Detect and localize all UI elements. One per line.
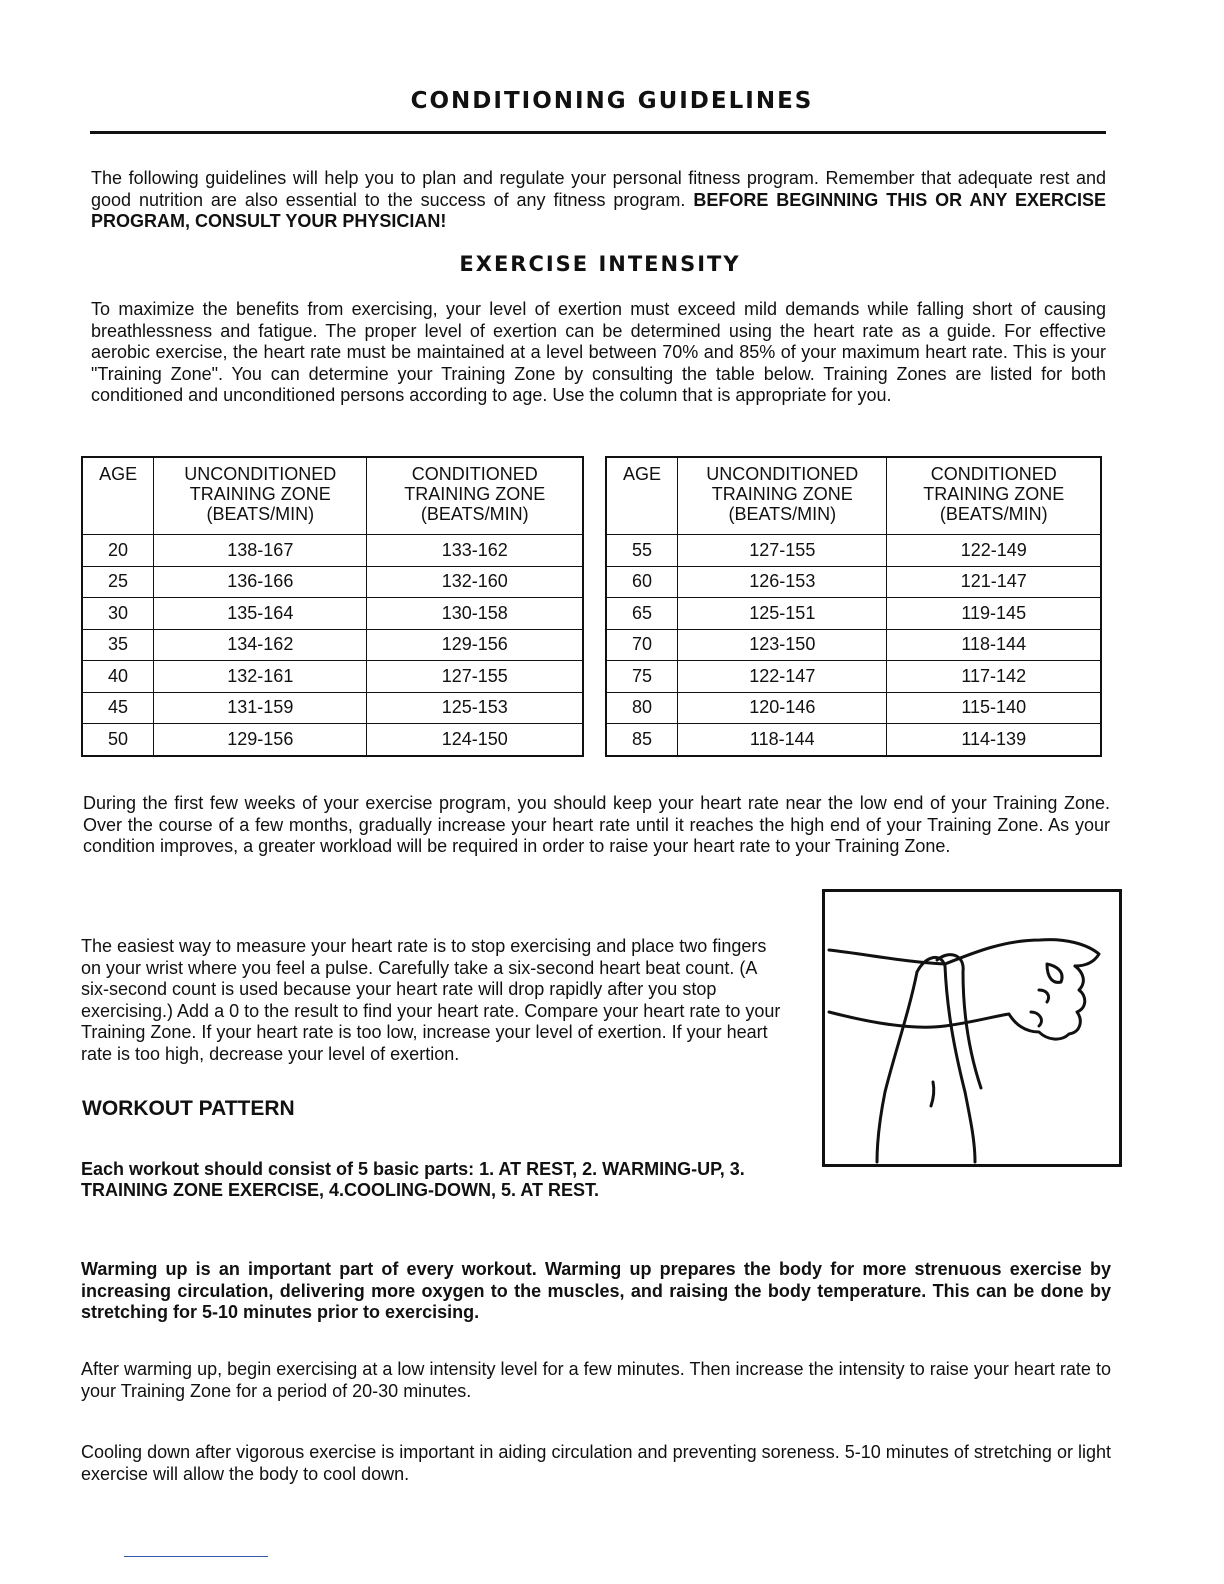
age-cell: 55 [606,535,678,567]
unconditioned-cell: 122-147 [678,661,887,693]
table-row [82,724,583,756]
conditioned-cell: 121-147 [887,566,1101,598]
conditioned-cell: 114-139 [887,724,1101,756]
unconditioned-cell: 126-153 [678,566,887,598]
unconditioned-header: UNCONDITIONED TRAINING ZONE (BEATS/MIN) [154,457,367,535]
intro-paragraph [91,168,1106,233]
table-row [606,566,1101,598]
age-header: AGE [606,457,678,535]
after-warming-paragraph: After warming up, begin exercising at a low intensity level for a few minutes. Then increase the intensity to raise your heart rate to your Training Zone for a period of 20-30 minutes. [81,1359,1111,1401]
age-cell: 60 [606,566,678,598]
hand-pulse-icon [825,892,1119,1164]
title-divider [90,131,1106,134]
age-header: AGE [82,457,154,535]
conditioned-cell: 133-162 [367,535,583,567]
cooling-down-paragraph: Cooling down after vigorous exercise is important in aiding circulation and preventing soreness. 5-10 minutes of stretching or light exercise will allow the body to cool down. [81,1442,1111,1484]
table-header-row [606,457,1101,535]
unconditioned-cell: 120-146 [678,692,887,724]
warming-up-paragraph: Warming up is an important part of every workout. Warming up prepares the body for more strenuous exercise by increasing circulation, delivering more oxygen to the muscles, and raising the body temperature. This can be done by stretching for 5-10 minutes prior to exercising. [81,1259,1111,1322]
unconditioned-cell: 138-167 [154,535,367,567]
conditioned-cell: 119-145 [887,598,1101,630]
conditioned-cell: 124-150 [367,724,583,756]
table-header-row [82,457,583,535]
table-row [606,661,1101,693]
conditioned-cell: 132-160 [367,566,583,598]
measure-heart-rate-paragraph: The easiest way to measure your heart rate is to stop exercising and place two fingers on your wrist where you feel a pulse. Carefully take a six-second heart beat count. (A six-second count is used because your heart rate will drop rapidly after you stop exercising.) Add a 0 to the result to find your heart rate. Compare your heart rate to your Training Zone. If your heart rate is too low, increase your level of exertion. If your heart rate is too high, decrease your level of exertion. [81,936,781,1064]
conditioned-cell: 129-156 [367,629,583,661]
age-cell: 40 [82,661,154,693]
unconditioned-cell: 125-151 [678,598,887,630]
training-zone-table-left [81,456,584,757]
exercise-intensity-heading: EXERCISE INTENSITY [459,252,741,276]
unconditioned-cell: 135-164 [154,598,367,630]
conditioned-cell: 127-155 [367,661,583,693]
conditioned-cell: 115-140 [887,692,1101,724]
conditioned-cell: 117-142 [887,661,1101,693]
physician-warning: BEFORE BEGINNING THIS OR ANY EXERCISE PROGRAM, CONSULT YOUR PHYSICIAN! [91,189,1106,231]
unconditioned-cell: 131-159 [154,692,367,724]
age-cell: 80 [606,692,678,724]
age-cell: 85 [606,724,678,756]
conditioned-cell: 118-144 [887,629,1101,661]
age-cell: 65 [606,598,678,630]
table-row [82,598,583,630]
unconditioned-cell: 118-144 [678,724,887,756]
table-row [82,566,583,598]
page-footer-line [124,1556,268,1557]
page-title: CONDITIONING GUIDELINES [410,88,814,114]
intro-text: The following guidelines will help you to plan and regulate your personal fitness program. Remember that adequate rest and good nutrition are also essential to the success of any fitness program. [91,168,1106,210]
age-cell: 45 [82,692,154,724]
conditioned-cell: 125-153 [367,692,583,724]
age-cell: 20 [82,535,154,567]
unconditioned-cell: 132-161 [154,661,367,693]
age-cell: 30 [82,598,154,630]
age-cell: 70 [606,629,678,661]
age-cell: 35 [82,629,154,661]
workout-pattern-heading: WORKOUT PATTERN [82,1097,295,1120]
table-row [606,692,1101,724]
workout-parts-text: Each workout should consist of 5 basic parts: 1. AT REST, 2. WARMING-UP, 3. TRAINING ZONE EXERCISE, 4.COOLING-DOWN, 5. AT REST. [81,1159,745,1200]
conditioned-cell: 122-149 [887,535,1101,567]
unconditioned-cell: 129-156 [154,724,367,756]
conditioned-header: CONDITIONED TRAINING ZONE (BEATS/MIN) [887,457,1101,535]
table-row [82,692,583,724]
table-row [606,629,1101,661]
conditioned-header: CONDITIONED TRAINING ZONE (BEATS/MIN) [367,457,583,535]
table-row [82,535,583,567]
table-row [82,629,583,661]
table-row [606,724,1101,756]
age-cell: 50 [82,724,154,756]
table-row [606,598,1101,630]
conditioned-cell: 130-158 [367,598,583,630]
age-cell: 25 [82,566,154,598]
unconditioned-header: UNCONDITIONED TRAINING ZONE (BEATS/MIN) [678,457,887,535]
training-zone-table-right [605,456,1102,757]
unconditioned-cell: 134-162 [154,629,367,661]
unconditioned-cell: 127-155 [678,535,887,567]
unconditioned-cell: 123-150 [678,629,887,661]
unconditioned-cell: 136-166 [154,566,367,598]
first-weeks-paragraph: During the first few weeks of your exercise program, you should keep your heart rate near the low end of your Training Zone. Over the course of a few months, gradually increase your heart rate until it reaches the high end of your Training Zone. As your condition improves, a greater workload will be required in order to raise your heart rate to your Training Zone. [83,793,1110,856]
table-row [606,535,1101,567]
wrist-pulse-illustration [822,889,1122,1167]
age-cell: 75 [606,661,678,693]
table-row [82,661,583,693]
exercise-intensity-paragraph: To maximize the benefits from exercising, your level of exertion must exceed mild demands while falling short of causing breathlessness and fatigue. The proper level of exertion can be determined using the heart rate as a guide. For effective aerobic exercise, the heart rate must be maintained at a level between 70% and 85% of your maximum heart rate. This is your "Training Zone". You can determine your Training Zone by consulting the table below. Training Zones are listed for both conditioned and unconditioned persons according to age. Use the column that is appropriate for you. [91,299,1106,405]
